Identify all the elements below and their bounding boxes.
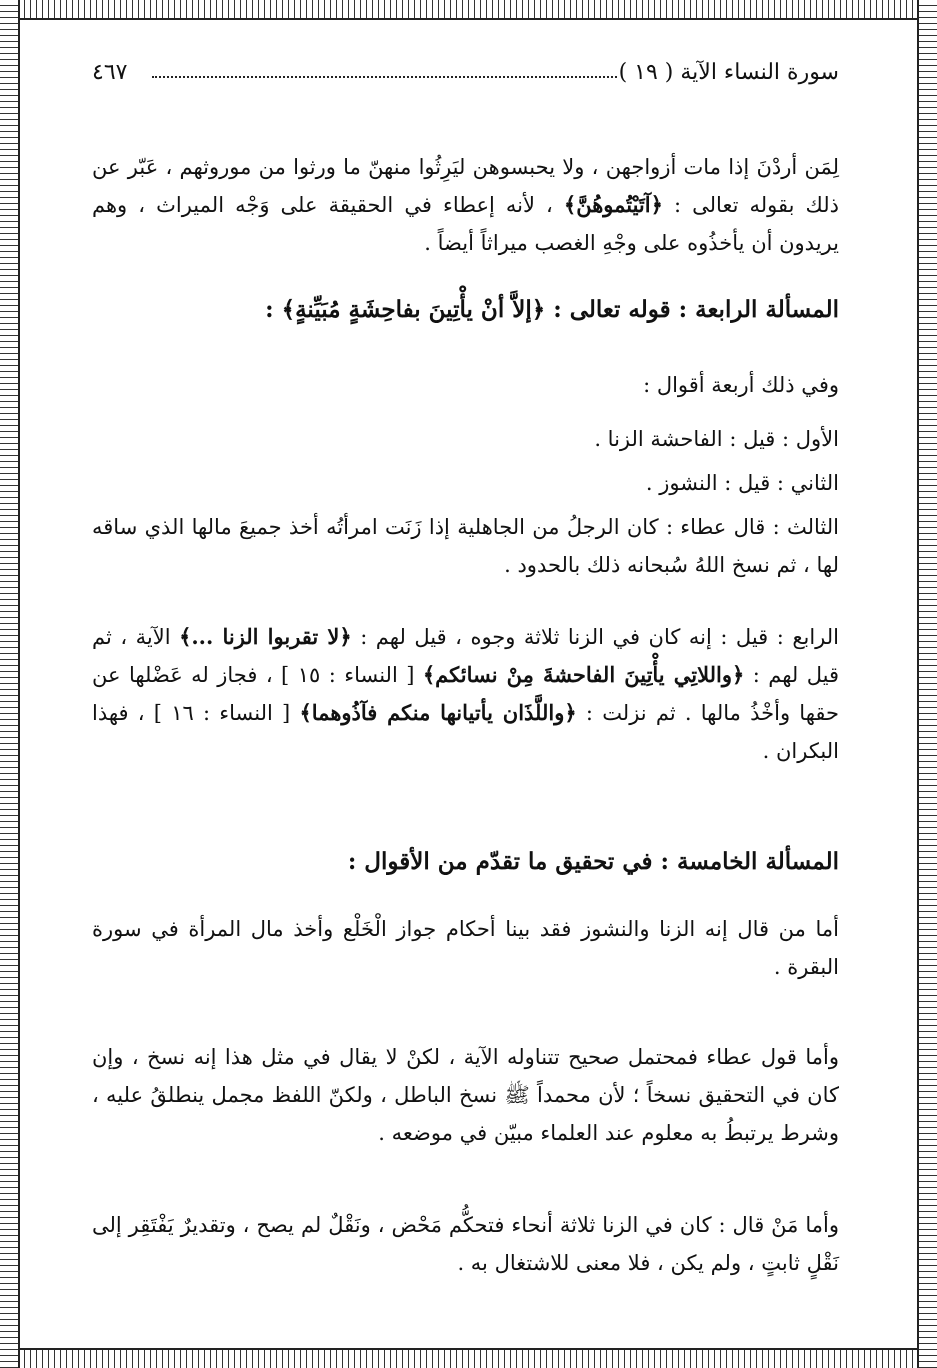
page-border-top <box>0 0 937 20</box>
paragraph-fifth-2: وأما قول عطاء فمحتمل صحيح تتناوله الآية ، لكنْ لا يقال في مثل هذا إنه نسخ ، وإن كان في التحقيق نسخاً ؛ لأن محمداً ﷺ نسخ الباطل ، ولكنّ اللفظ مجمل ينطلقُ عليه ، وشرط يرتبطُ به معلوم عند العلماء مبيّن في موضعه . <box>92 1045 839 1145</box>
heading-fourth-issue: المسألة الرابعة : قوله تعالى : ﴿إلاَّ أنْ يأْتِينَ بفاحِشَةٍ مُبَيِّنةٍ﴾ : <box>265 296 839 323</box>
fourth-part-d: [ النساء : ١٦ ] ، فهذا البكران . <box>92 701 839 763</box>
paragraph-second-opinion: الثاني : قيل : النشوز . <box>645 471 839 495</box>
quran-quote: ﴿لا تقربوا الزنا ...﴾ <box>179 624 352 649</box>
fourth-part-c: [ النساء : ١٥ ] ، فجاز له عَضْلها عن حقها وأخْذُ مالها . ثم نزلت : <box>92 663 839 725</box>
paragraph-1 <box>92 148 839 262</box>
paragraph-intro: وفي ذلك أربعة أقوال : <box>643 373 839 397</box>
heading-fifth-issue: المسألة الخامسة : في تحقيق ما تقدّم من الأقوال : <box>347 848 839 875</box>
quran-quote: ﴿واللاتِي يأْتِينَ الفاحشةَ مِنْ نسائكم﴾ <box>422 662 745 687</box>
page-border-left <box>0 0 20 1368</box>
header-leader-dots <box>152 76 617 78</box>
paragraph-fifth-1: أما من قال إنه الزنا والنشوز فقد بينا أحكام جواز الْخَلْع وأخذ مال المرأة في سورة البقرة . <box>92 917 839 979</box>
fourth-part-a: الرابع : قيل : إنه كان في الزنا ثلاثة وجوه ، قيل لهم : <box>351 625 839 649</box>
fourth-part-b: الآية ، ثم قيل لهم : <box>92 625 840 687</box>
page-number: ٤٦٧ <box>92 60 128 85</box>
paragraph-1-part-a: لِمَن أردْنَ إذا مات أزواجهن ، ولا يحبسوهن ليَرِثُوا منهنّ ما ورثوا من موروثهم ، عَبّر عن ذلك بقوله تعالى : <box>92 155 839 217</box>
page-border-right <box>917 0 937 1368</box>
paragraph-third-opinion: الثالث : قال عطاء : كان الرجلُ من الجاهلية إذا زَنَت امرأتُه أخذ جميعَ مالها الذي ساقه لها ، ثم نسخ اللهُ سُبحانه ذلك بالحدود . <box>92 515 839 577</box>
paragraph-fifth-3: وأما مَنْ قال : كان في الزنا ثلاثة أنحاء فتحكُّم مَحْض ، ونَقْلٌ لم يصح ، وتقديرٌ يَفْتَقِر إلى نَقْلٍ ثابتٍ ، ولم يكن ، فلا معنى للاشتغال به . <box>92 1213 839 1275</box>
paragraph-first-opinion: الأول : قيل : الفاحشة الزنا . <box>594 427 839 451</box>
running-header <box>92 56 839 96</box>
quran-quote: ﴿واللَّذَان يأتيانها منكم فآذُوهما﴾ <box>299 700 577 725</box>
paragraph-1-part-b: ، لأنه إعطاء في الحقيقة على وَجْه الميراث ، وهم يريدون أن يأخذُوه على وجْهِ الغصب ميراثاً أيضاً . <box>92 193 839 255</box>
paragraph-fourth-opinion <box>92 618 839 770</box>
running-title: سورة النساء الآية ( ١٩ ) <box>618 60 839 85</box>
quran-quote: ﴿آتَيْتُموهُنَّ﴾ <box>563 192 663 217</box>
page-border-bottom <box>0 1348 937 1368</box>
